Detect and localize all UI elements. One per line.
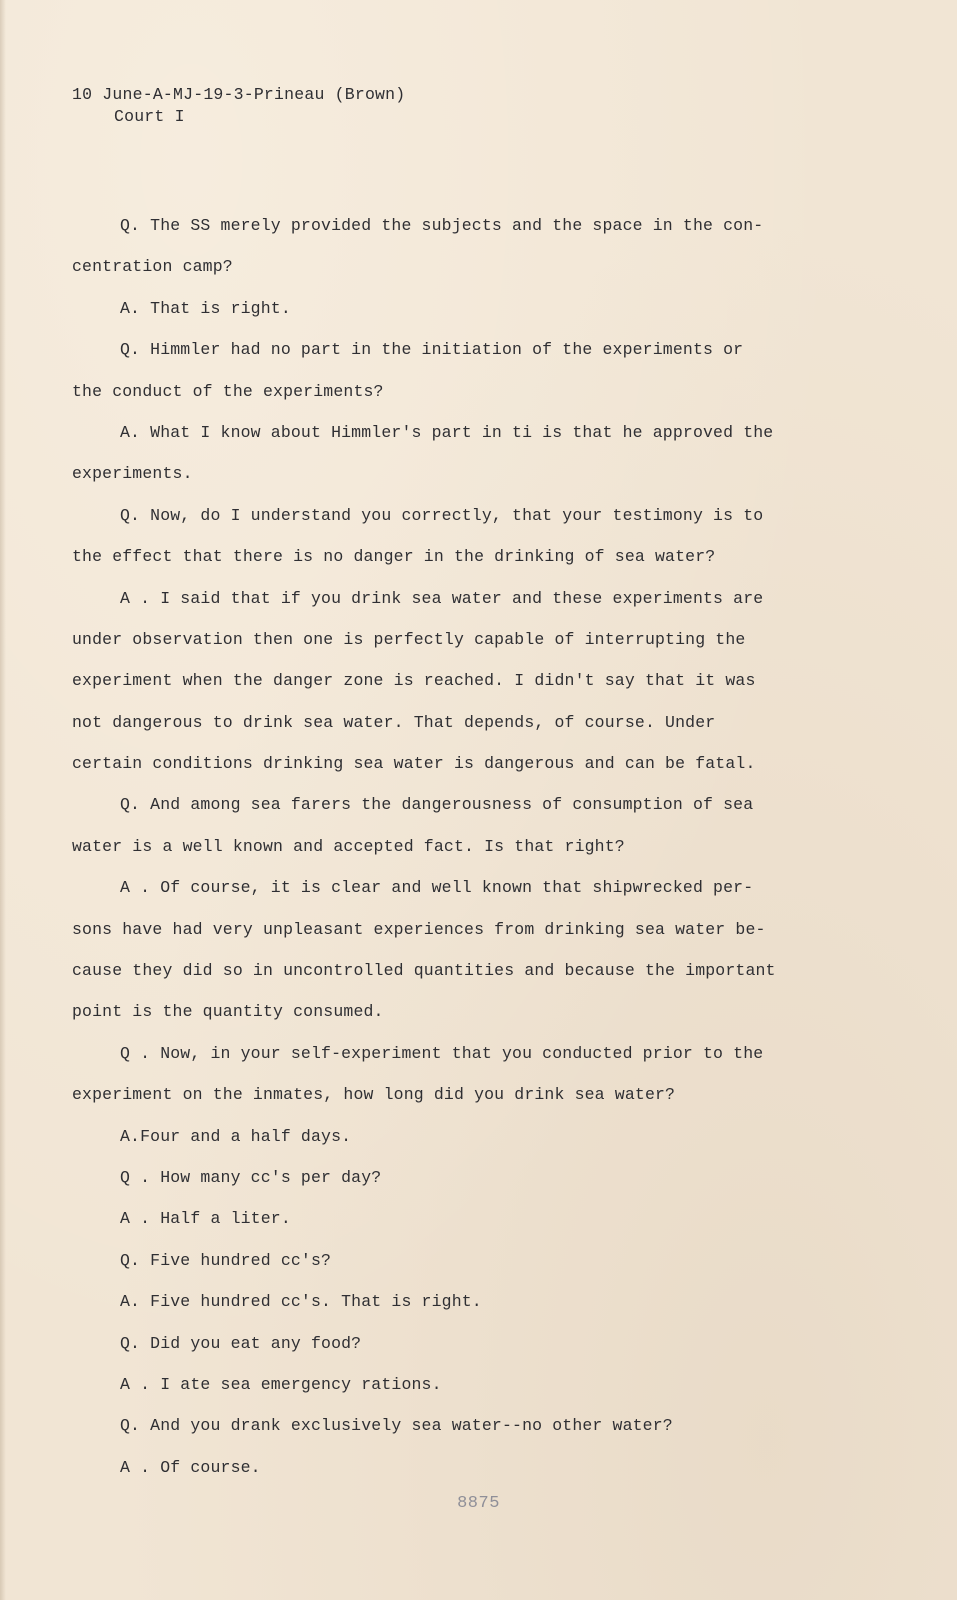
transcript-line: not dangerous to drink sea water. That depends, of course. Under <box>72 712 716 732</box>
transcript-line: experiment when the danger zone is reached. I didn't say that it was <box>72 671 756 691</box>
transcript-line: Q. Five hundred cc's? <box>120 1250 332 1270</box>
transcript-line: A . I said that if you drink sea water and these experiments are <box>120 588 764 608</box>
transcript-line: the effect that there is no danger in the drinking of sea water? <box>72 547 716 567</box>
transcript-line: certain conditions drinking sea water is dangerous and can be fatal. <box>72 754 756 774</box>
transcript-line: centration camp? <box>72 257 233 277</box>
transcript-line: Q. And among sea farers the dangerousness of consumption of sea <box>120 795 754 815</box>
transcript-line: under observation then one is perfectly capable of interrupting the <box>72 629 746 649</box>
page-edge-shadow <box>0 0 6 1600</box>
transcript-line: Q. Now, do I understand you correctly, that your testimony is to <box>120 505 764 525</box>
transcript-line: sons have had very unpleasant experiences from drinking sea water be- <box>72 919 766 939</box>
transcript-line: cause they did so in uncontrolled quantities and because the important <box>72 961 776 981</box>
transcript-line: A . I ate sea emergency rations. <box>120 1374 442 1394</box>
transcript-line: A . Of course. <box>120 1457 261 1477</box>
transcript-line: A . Of course, it is clear and well known that shipwrecked per- <box>120 878 754 898</box>
transcript-line: Q . How many cc's per day? <box>120 1167 382 1187</box>
transcript-line: Q. The SS merely provided the subjects and the space in the con- <box>120 216 764 235</box>
transcript-line: Q. Did you eat any food? <box>120 1333 362 1353</box>
transcript-line: water is a well known and accepted fact. Is that right? <box>72 836 625 856</box>
transcript-line: A. That is right. <box>120 298 291 318</box>
header-reference-line: 10 June-A-MJ-19-3-Prineau (Brown) <box>72 85 406 104</box>
transcript-line: A.Four and a half days. <box>120 1126 352 1146</box>
document-header <box>72 84 405 128</box>
transcript-line: A. What I know about Himmler's part in ti is that he approved the <box>120 422 774 442</box>
transcript-line: experiments. <box>72 464 193 484</box>
transcript-line: Q . Now, in your self-experiment that you conducted prior to the <box>120 1043 764 1063</box>
transcript-body <box>72 205 792 1488</box>
transcript-line: A . Half a liter. <box>120 1209 291 1229</box>
transcript-line: point is the quantity consumed. <box>72 1002 384 1022</box>
transcript-line: experiment on the inmates, how long did you drink sea water? <box>72 1085 676 1105</box>
transcript-line: the conduct of the experiments? <box>72 381 384 401</box>
page-number: 8875 <box>457 1494 500 1513</box>
transcript-line: Q. And you drank exclusively sea water--no other water? <box>120 1416 673 1436</box>
transcript-line: Q. Himmler had no part in the initiation of the experiments or <box>120 340 744 360</box>
header-court-line: Court I <box>114 107 185 126</box>
transcript-line: A. Five hundred cc's. That is right. <box>120 1292 482 1312</box>
